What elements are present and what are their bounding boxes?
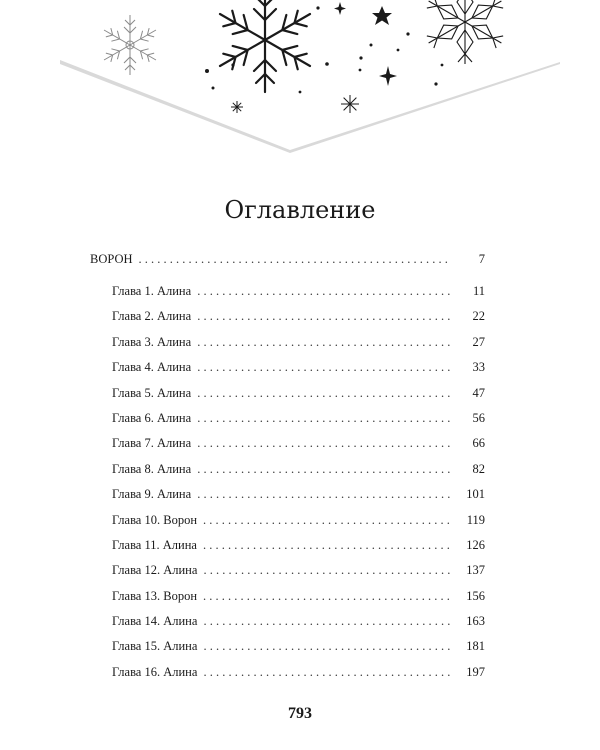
toc-entry-title: Глава 11. Алина [112,537,197,552]
dot-leader [203,563,451,578]
page-number: 793 [288,705,312,722]
toc-entry-page: 197 [466,664,485,679]
snowflake-icon [101,15,159,75]
toc-entry-page: 27 [472,334,485,349]
toc-entry-title: Глава 4. Алина [112,360,192,375]
dot-leader [203,639,451,654]
dot-leader [203,513,451,528]
toc-entry[interactable] [90,639,485,664]
toc-entry-title: Глава 15. Алина [112,639,198,654]
table-of-contents [90,252,485,690]
snowflake-icon [425,0,506,64]
dot-leader [197,386,451,401]
toc-entry[interactable] [90,411,485,436]
toc-entry[interactable] [90,309,485,334]
page-title: Оглавление [224,196,376,224]
toc-entry-title: Глава 13. Ворон [112,588,198,603]
toc-entry-page: 11 [472,284,485,298]
toc-entry-title: Глава 14. Алина [112,614,198,629]
snow-dots [205,6,443,93]
dot-leader [197,309,451,324]
snowflake-icon [231,95,359,113]
toc-entry-page: 137 [466,563,485,578]
toc-entry-page: 82 [472,461,485,476]
toc-entry-title: ВОРОН [90,252,133,266]
dot-leader [203,538,451,553]
toc-entry-page: 119 [466,512,485,527]
toc-entry[interactable] [90,563,485,588]
toc-entry-page: 126 [466,537,485,552]
toc-entry[interactable] [90,360,485,385]
toc-entry-title: Глава 5. Алина [112,385,192,400]
toc-entry-page: 101 [466,487,485,502]
toc-entry-title: Глава 16. Алина [112,664,198,679]
toc-entry-page: 56 [472,410,485,425]
toc-entry-page: 7 [478,252,485,266]
toc-entry[interactable] [90,665,485,690]
snowflake-icon [214,0,315,92]
toc-entry-title: Глава 1. Алина [112,284,192,298]
toc-entry-page: 22 [472,309,485,324]
toc-entry-title: Глава 8. Алина [112,461,192,476]
dot-leader [203,614,451,629]
toc-entry-title: Глава 6. Алина [112,410,192,425]
dot-leader [197,284,451,299]
toc-entry-page: 66 [472,436,485,451]
dot-leader [203,665,451,680]
sparkle-icon [334,2,346,15]
toc-entry[interactable] [90,487,485,512]
banner-edge [60,60,560,153]
dot-leader [203,589,451,604]
toc-entry[interactable] [90,436,485,461]
toc-entry-page: 156 [466,588,485,603]
dot-leader [139,252,451,267]
toc-entry[interactable] [90,335,485,360]
snowflake-header-decoration [0,0,600,160]
dot-leader [197,462,451,477]
toc-entry-page: 33 [472,360,485,375]
dot-leader [197,411,451,426]
toc-entry[interactable] [90,538,485,563]
sparkle-icon [379,66,397,86]
toc-entry-page: 181 [466,639,485,654]
toc-entry[interactable] [90,386,485,411]
toc-entry-title: Глава 12. Алина [112,563,198,578]
dot-leader [197,335,451,350]
toc-entry-title: Глава 2. Алина [112,309,192,324]
toc-entry[interactable] [90,513,485,538]
toc-entry[interactable] [90,284,485,309]
dot-leader [197,360,451,375]
toc-entry-title: Глава 7. Алина [112,436,192,451]
dot-leader [197,436,451,451]
toc-entry-title: Глава 9. Алина [112,487,192,502]
dot-leader [197,487,451,502]
toc-entry[interactable] [90,614,485,639]
toc-entry-prologue[interactable] [90,252,485,284]
toc-entry[interactable] [90,589,485,614]
toc-entry-title: Глава 10. Ворон [112,512,198,527]
toc-entry-page: 47 [472,385,485,400]
star-icon [372,6,392,25]
toc-entry-page: 163 [466,614,485,629]
toc-entry-title: Глава 3. Алина [112,334,192,349]
toc-entry[interactable] [90,462,485,487]
